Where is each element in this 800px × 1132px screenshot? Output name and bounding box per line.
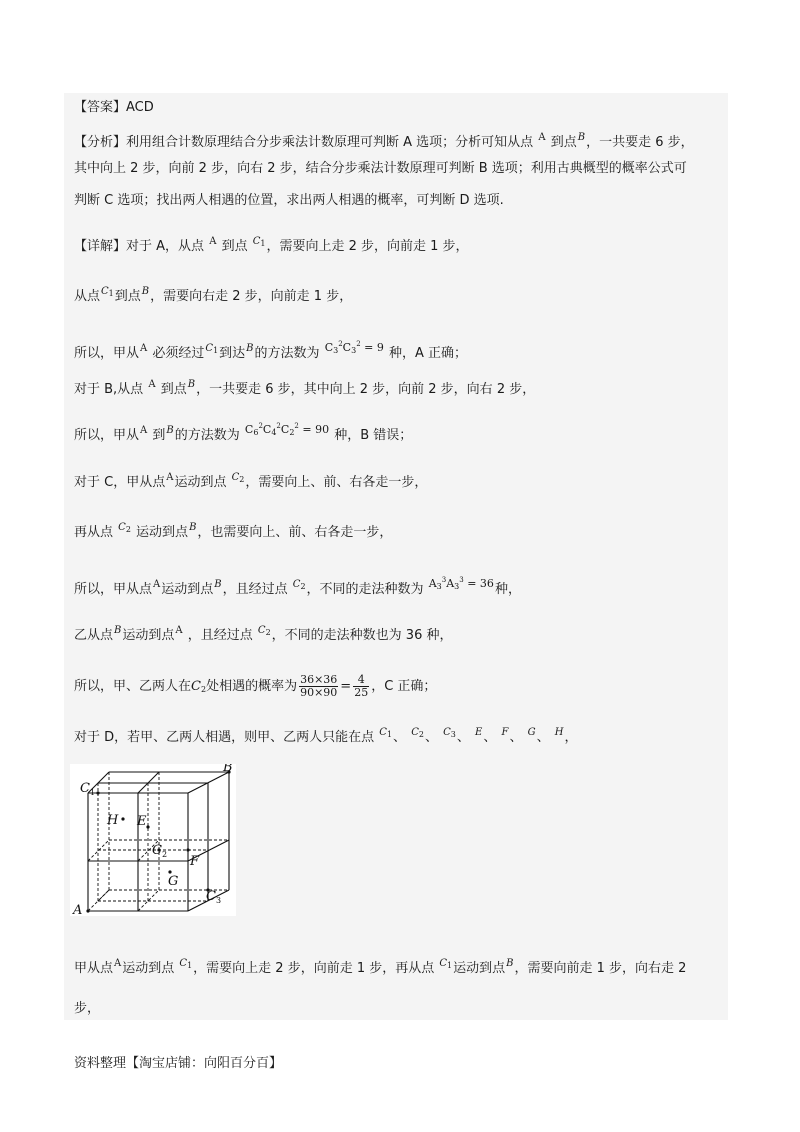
detail-line-7: 再从点 $^{C_2}$ 运动到点$^B$，也需要向上、前、右各走一步， — [74, 522, 393, 540]
label-g: G — [168, 874, 179, 889]
combination-formula-a: C32C32 = 9 — [324, 340, 384, 355]
detail-line-4: 对于 B,从点 $^A$ 到点$^B$，一共要走 6 步，其中向上 2 步，向前 2 步，向右 2 步， — [74, 379, 536, 397]
cube-lattice-figure — [70, 764, 236, 916]
combination-formula-b: C62C42C22 = 90 — [244, 422, 330, 437]
point-c1-dot — [96, 791, 99, 794]
point-f-dot — [186, 848, 189, 851]
label-h: H — [107, 813, 119, 828]
detail-line-6: 对于 C，甲从点$^A$运动到点 $^{C_2}$，需要向上、前、右各走一步， — [74, 472, 428, 490]
point-e-dot — [146, 825, 149, 828]
label-c3: $C_3$ — [206, 889, 222, 905]
detail-line-12: 甲从点$^A$运动到点 $^{C_1}$，需要向上走 2 步，向前走 1 步，再从点 $^{C_1}$运动到点$^B$，需要向前走 1 步，向右走 2 — [74, 958, 687, 976]
analysis-line-1: 【分析】利用组合计数原理结合分步乘法计数原理可判断 A 选项；分析可知从点 $^A$ 到点$^B$，一共要走 6 步， — [74, 132, 694, 150]
analysis-line-3: 判断 C 选项；找出两人相遇的位置，求出两人相遇的概率，可判断 D 选项. — [74, 193, 504, 208]
probability-fraction-2: $\frac{4}{25}$ — [354, 673, 369, 699]
detail-line-13: 步， — [74, 1001, 101, 1016]
detail-line-9: 乙从点$^B$运动到点$^A$ ，且经过点 $^{C_2}$，不同的走法种数也为 36 种， — [74, 625, 453, 643]
analysis-line-2: 其中向上 2 步，向前 2 步，向右 2 步，结合分步乘法计数原理可判断 B 选项；利用古典概型的概率公式可 — [74, 161, 687, 176]
footer-source: 资料整理【淘宝店铺：向阳百分百】 — [74, 1056, 283, 1071]
arrangement-formula: A33A33 = 36 — [428, 576, 494, 591]
detail-line-3: 所以，甲从$^A$ 必须经过$^{C_1}$到达$^B$的方法数为 $^{C_3^2C_3^2 = 9}$ 种，A 正确； — [74, 340, 468, 361]
detail-line-5: 所以，甲从$^A$ 到$^B$的方法数为 $^{C_6^2C_4^2C_2^2 = 90}$ 种，B 错误； — [74, 422, 413, 443]
label-c1: $C_1$ — [80, 781, 96, 797]
point-h-dot — [121, 817, 124, 820]
detail-line-2: 从点$^{C_1}$到点$^B$，需要向右走 2 步，向前走 1 步， — [74, 286, 353, 304]
detail-line-8: 所以，甲从点$^A$运动到点$^B$，且经过点 $^{C_2}$，不同的走法种数为 $^{A_3^3A_3^3 = 36}$种， — [74, 576, 521, 597]
label-f: F — [190, 854, 200, 869]
detail-line-10: 所以，甲、乙两人在$C_2$处相遇的概率为 $\frac{36\times 36}{90\times 90}$ = $\frac{4}{25}$ ，C 正确； — [74, 673, 437, 699]
label-c2: $C_2$ — [152, 843, 168, 859]
cube-lattice-diagram — [70, 764, 236, 916]
detail-line-1: 【详解】对于 A，从点 $^A$ 到点 $^{C_1}$，需要向上走 2 步，向前走 1 步， — [74, 236, 469, 254]
label-e: E — [137, 814, 147, 829]
detail-line-11: 对于 D，若甲、乙两人相遇，则甲、乙两人只能在点 $^{C_1}$、 $^{C_2}$、 $^{C_3}$、 $^E$、 $^F$、 $^G$、 $^H$， — [74, 727, 578, 745]
probability-fraction-1: $\frac{36\times 36}{90\times 90}$ — [300, 673, 338, 699]
point-a-dot — [86, 909, 89, 912]
label-a: A — [73, 903, 83, 916]
label-b: B — [223, 764, 233, 775]
answer-line: 【答案】ACD — [74, 100, 154, 115]
